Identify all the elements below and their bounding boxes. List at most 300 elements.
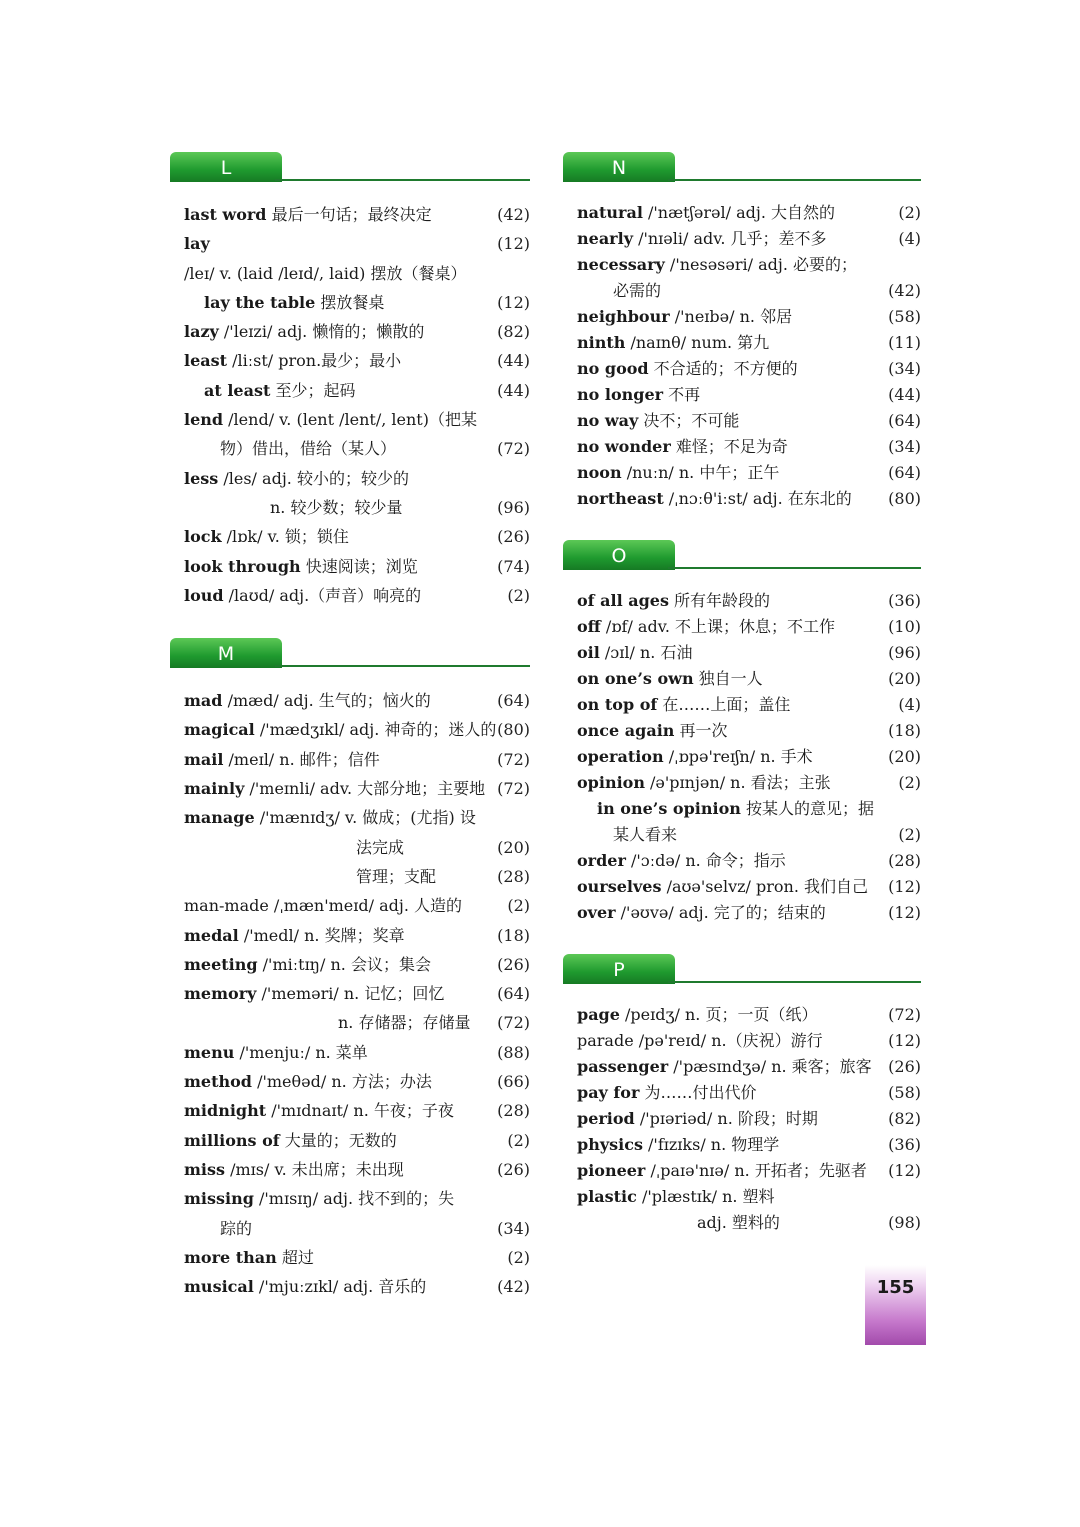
entry-row [577,874,921,900]
entry-text [184,803,476,832]
entry-text [184,522,349,551]
entry-page-ref: (64) [497,984,530,1004]
entry-row [184,833,530,862]
entry-row [184,950,530,979]
entry-page-ref: (72) [497,779,530,799]
entry-text [184,1008,470,1037]
entry-row [184,376,530,405]
left-column [170,152,530,1329]
entry-definition: /'meθəd/ n. 方法；办法 [252,1072,432,1092]
entry-row [577,1002,921,1028]
entry-list [563,200,921,512]
entry-definition: 在……上面；盖住 [657,695,791,714]
section-L [170,152,530,610]
entry-row [184,1096,530,1125]
entry-definition: n. 较少数；较少量 [270,497,403,517]
entry-page-ref: (26) [497,527,530,547]
entry-text [577,330,769,356]
entry-page-ref: (64) [888,463,921,482]
entry-page-ref: (12) [888,1031,921,1050]
entry-headword: on top of [577,695,658,714]
right-column [563,152,921,1264]
entry-text [184,1126,397,1155]
entry-page-ref: (2) [507,1130,530,1150]
entry-row [184,288,530,317]
entry-headword: lay [184,234,210,254]
entry-page-ref: (28) [497,1101,530,1121]
entry-definition: /leɪ/ v. (laid /leɪd/, laid) 摆放（餐桌） [184,263,467,283]
entry-row [577,1184,921,1210]
entry-row [184,862,530,891]
entry-page-ref: (4) [898,695,921,714]
entry-row [184,979,530,1008]
section-rule [668,981,921,983]
entry-page-ref: (26) [497,1159,530,1179]
entry-definition: /'pæsɪndʒə/ n. 乘客；旅客 [668,1057,872,1076]
entry-row [577,1158,921,1184]
entry-definition: /'mænɪdʒ/ v. 做成；(尤指) 设 [254,808,476,828]
entry-row [184,552,530,581]
entry-page-ref: (2) [507,1247,530,1267]
entry-row [577,822,921,848]
entry-page-ref: (96) [888,643,921,662]
entry-page-ref: (12) [888,903,921,922]
entry-row [184,405,530,434]
entry-row [184,317,530,346]
entry-text [577,252,857,278]
entry-definition: 某人看来 [613,825,678,844]
entry-page-ref: (66) [497,1072,530,1092]
entry-text [577,848,786,874]
entry-row [184,493,530,522]
entry-headword: mail [184,749,224,769]
entry-text [577,1054,872,1080]
entry-row [184,1038,530,1067]
entry-row [577,1080,921,1106]
entry-headword: oil [577,643,600,662]
entry-headword: look through [184,556,301,576]
entry-page-ref: (12) [888,1161,921,1180]
entry-text [184,581,421,610]
entry-text [184,200,432,229]
entry-definition: 法完成 [356,837,405,857]
entry-headword: mainly [184,779,245,799]
entry-headword: manage [184,808,255,828]
entry-row [577,434,921,460]
entry-page-ref: (88) [497,1042,530,1062]
entry-definition: /ˌpaɪə'nɪə/ n. 开拓者；先驱者 [645,1161,867,1180]
entry-row [577,1132,921,1158]
entry-row [184,715,530,744]
entry-row [577,252,921,278]
entry-text [577,1158,867,1184]
entry-row [184,686,530,715]
entry-headword: on one’s own [577,669,694,688]
entry-definition: /ɒf/ adv. 不上课；休息；不工作 [600,617,836,636]
entry-definition: 所有年龄段的 [668,591,771,610]
entry-text [184,1184,454,1213]
entry-row [184,1008,530,1037]
section-tab: L [170,152,282,182]
entry-page-ref: (18) [497,925,530,945]
entry-headword: natural [577,203,643,222]
entry-row [184,1243,530,1272]
entry-text [184,891,462,920]
entry-text [184,229,497,288]
entry-text [577,874,868,900]
section-O [563,540,921,926]
entry-headword: midnight [184,1101,267,1121]
entry-definition: /ˌɒpə'reɪʃn/ n. 手术 [663,747,813,766]
entry-definition: /nuːn/ n. 中午；正午 [621,463,780,482]
entry-definition: /laʊd/ adj.（声音）响亮的 [223,585,422,605]
entry-row [577,692,921,718]
entry-headword: in one’s opinion [597,799,741,818]
entry-definition: 决不；不可能 [638,411,740,430]
entry-page-ref: (28) [888,851,921,870]
entry-headword: opinion [577,773,645,792]
entry-text [577,1028,823,1054]
entry-headword: northeast [577,489,664,508]
entry-text [577,434,788,460]
entry-definition: /'ɔːdə/ n. 命令；指示 [625,851,786,870]
entry-text [184,493,402,522]
entry-definition: /'neɪbə/ n. 邻居 [669,307,793,326]
entry-page-ref: (58) [888,307,921,326]
entry-text [577,1002,817,1028]
entry-row [577,278,921,304]
entry-row [577,718,921,744]
entry-row [184,522,530,551]
section-tab: P [563,954,675,984]
entry-page-ref: (28) [497,866,530,886]
entry-text [577,744,813,770]
entry-page-ref: (42) [497,1277,530,1297]
entry-row [577,460,921,486]
entry-page-ref: (72) [888,1005,921,1024]
entry-definition: /liːst/ pron.最少；最小 [227,351,402,371]
entry-row [577,770,921,796]
entry-text [184,1067,432,1096]
entry-text [184,317,424,346]
section-tab: M [170,638,282,668]
entry-page-ref: (2) [507,896,530,916]
entry-list [563,1002,921,1236]
section-P [563,954,921,1236]
entry-text [577,770,831,796]
entry-row [184,891,530,920]
entry-list [170,200,530,610]
entry-headword: more than [184,1247,277,1267]
page-number-badge [865,1265,926,1345]
entry-headword: last word [184,205,267,224]
entry-text [184,862,436,891]
entry-text [577,718,728,744]
entry-headword: page [577,1005,620,1024]
entry-row [184,229,530,288]
entry-page-ref: (4) [898,229,921,248]
entry-text [184,1214,252,1243]
entry-page-ref: (36) [888,1135,921,1154]
entry-text [577,640,692,666]
entry-page-ref: (72) [497,749,530,769]
entry-page-ref: (42) [888,281,921,300]
entry-headword: no good [577,359,649,378]
entry-headword: millions of [184,1130,280,1150]
entry-text [577,692,790,718]
entry-list [563,588,921,926]
entry-page-ref: (12) [497,234,530,254]
entry-definition: /'pɪəriəd/ n. 阶段；时期 [634,1109,818,1128]
entry-page-ref: (2) [507,585,530,605]
entry-text [577,1210,780,1236]
entry-text [577,1184,775,1210]
entry-text [577,278,661,304]
entry-headword: magical [184,720,255,740]
entry-text [577,1132,779,1158]
entry-page-ref: (12) [497,292,530,312]
entry-page-ref: (20) [888,747,921,766]
entry-row [577,640,921,666]
entry-definition: adj. 塑料的 [697,1213,780,1232]
entry-text [184,1243,314,1272]
entry-text [577,408,739,434]
entry-page-ref: (44) [497,351,530,371]
entry-page-ref: (26) [497,954,530,974]
entry-row [184,1067,530,1096]
entry-page-ref: (18) [888,721,921,740]
section-header [563,540,921,574]
section-header [563,152,921,186]
entry-headword: neighbour [577,307,670,326]
entry-row [184,200,530,229]
entry-headword: plastic [577,1187,637,1206]
entry-page-ref: (2) [898,773,921,792]
section-header [563,954,921,988]
entry-headword: no longer [577,385,664,404]
entry-definition: /'menjuː/ n. 菜单 [234,1042,368,1062]
entry-row [184,434,530,463]
entry-row [577,1106,921,1132]
entry-headword: meeting [184,954,258,974]
entry-page-ref: (2) [898,825,921,844]
entry-row [577,408,921,434]
entry-headword: off [577,617,601,636]
entry-definition: 不再 [663,385,701,404]
entry-row [577,848,921,874]
entry-definition: 踪的 [220,1218,253,1238]
entry-text [577,460,779,486]
entry-definition: man-made /ˌmæn'meɪd/ adj. 人造的 [184,896,463,916]
entry-text [577,900,826,926]
entry-page-ref: (64) [888,411,921,430]
entry-definition: /lɒk/ v. 锁；锁住 [221,527,349,547]
entry-headword: passenger [577,1057,669,1076]
entry-definition: 独自一人 [693,669,763,688]
entry-row [184,1272,530,1301]
entry-page-ref: (82) [497,322,530,342]
entry-headword: no wonder [577,437,671,456]
entry-page-ref: (44) [888,385,921,404]
entry-page-ref: (2) [898,203,921,222]
section-header [170,638,530,672]
entry-headword: period [577,1109,635,1128]
entry-definition: /ˌnɔːθ'iːst/ adj. 在东北的 [663,489,852,508]
entry-page-ref: (26) [888,1057,921,1076]
entry-page-ref: (20) [497,837,530,857]
entry-text [184,346,401,375]
entry-definition: /'nætʃərəl/ adj. 大自然的 [642,203,835,222]
entry-text [184,921,405,950]
entry-text [577,666,763,692]
entry-page-ref: (36) [888,591,921,610]
entry-definition: 至少；起码 [270,380,356,400]
entry-definition: 按某人的意见；据 [740,799,874,818]
entry-page-ref: (64) [497,691,530,711]
entry-headword: necessary [577,255,665,274]
entry-row [184,1214,530,1243]
entry-definition: /peɪdʒ/ n. 页；一页（纸） [619,1005,818,1024]
entry-text [184,1096,454,1125]
entry-row [577,382,921,408]
entry-row [577,1054,921,1080]
entry-text [577,226,827,252]
entry-text [184,434,396,463]
entry-definition: 为……付出代价 [639,1083,757,1102]
entry-row [577,486,921,512]
entry-headword: physics [577,1135,643,1154]
entry-headword: mad [184,691,223,711]
entry-headword: miss [184,1159,226,1179]
entry-text [577,356,798,382]
entry-definition: 管理；支配 [356,866,437,886]
entry-definition: /aʊə'selvz/ pron. 我们自己 [661,877,869,896]
entry-page-ref: (11) [888,333,921,352]
entry-row [577,796,921,822]
entry-text [577,200,835,226]
entry-headword: memory [184,984,257,1004]
entry-row [184,774,530,803]
entry-row [577,330,921,356]
section-rule [668,567,921,569]
entry-definition: /'meɪnli/ adv. 大部分地；主要地 [244,779,486,799]
entry-text [184,552,418,581]
entry-text [184,745,380,774]
entry-page-ref: (80) [497,720,530,740]
entry-page-ref: (74) [497,556,530,576]
entry-text [184,979,444,1008]
entry-list [170,686,530,1301]
entry-page-ref: (58) [888,1083,921,1102]
entry-text [184,464,409,493]
entry-row [577,1028,921,1054]
entry-headword: pioneer [577,1161,646,1180]
entry-definition: /'mɪdnaɪt/ n. 午夜；子夜 [266,1101,454,1121]
entry-headword: lock [184,527,222,547]
entry-text [184,1038,368,1067]
entry-text [184,405,477,434]
entry-row [184,581,530,610]
entry-headword: menu [184,1042,235,1062]
entry-headword: lay the table [204,292,316,312]
entry-definition: 再一次 [674,721,728,740]
entry-definition: /'mɪsɪŋ/ adj. 找不到的；失 [253,1189,455,1209]
entry-definition: /naɪnθ/ num. 第九 [625,333,770,352]
entry-text [577,588,770,614]
entry-definition: /'plæstɪk/ n. 塑料 [636,1187,775,1206]
entry-page-ref: (12) [888,877,921,896]
section-M [170,638,530,1301]
entry-page-ref: (98) [888,1213,921,1232]
entry-definition: 必需的 [613,281,662,300]
entry-row [184,745,530,774]
entry-headword: nearly [577,229,633,248]
entry-headword: least [184,351,228,371]
entry-text [577,1080,757,1106]
entry-page-ref: (20) [888,669,921,688]
entry-row [184,1155,530,1184]
entry-row [184,921,530,950]
entry-row [184,1126,530,1155]
entry-text [184,1155,404,1184]
entry-headword: ninth [577,333,626,352]
entry-row [184,803,530,832]
entry-definition: 摆放餐桌 [315,292,385,312]
entry-definition: /'meməri/ n. 记忆；回忆 [256,984,445,1004]
section-rule [275,665,530,667]
section-rule [668,179,921,181]
entry-row [577,1210,921,1236]
entry-row [184,1184,530,1213]
entry-headword: once again [577,721,675,740]
entry-definition: /les/ adj. 较小的；较少的 [218,468,409,488]
entry-definition: 不合适的；不方便的 [648,359,798,378]
entry-page-ref: (44) [497,380,530,400]
entry-definition: /mɪs/ v. 未出席；未出现 [225,1159,404,1179]
entry-row [577,588,921,614]
entry-row [577,356,921,382]
entry-headword: at least [204,380,271,400]
entry-row [577,226,921,252]
entry-page-ref: (72) [497,1013,530,1033]
entry-definition: /'mjuːzɪkl/ adj. 音乐的 [253,1277,427,1297]
entry-row [184,464,530,493]
entry-definition: /'leɪzi/ adj. 懒惰的；懒散的 [218,322,425,342]
entry-text [184,1272,426,1301]
entry-headword: over [577,903,616,922]
entry-headword: noon [577,463,622,482]
entry-page-ref: (82) [888,1109,921,1128]
entry-text [577,822,677,848]
entry-text [184,288,384,317]
entry-text [577,304,792,330]
entry-definition: 大量的；无数的 [279,1130,397,1150]
entry-definition: /'nesəsəri/ adj. 必要的； [664,255,858,274]
entry-page-ref: (34) [497,1218,530,1238]
section-tab: O [563,540,675,570]
page-number: 155 [876,1277,915,1298]
entry-headword: lend [184,410,224,430]
section-header [170,152,530,186]
entry-headword: ourselves [577,877,662,896]
entry-row [577,900,921,926]
entry-row [184,346,530,375]
entry-row [577,200,921,226]
entry-definition: /lend/ v. (lent /lent/, lent)（把某 [223,410,477,430]
entry-headword: pay for [577,1083,640,1102]
entry-row [577,666,921,692]
entry-definition: /ɔɪl/ n. 石油 [599,643,693,662]
